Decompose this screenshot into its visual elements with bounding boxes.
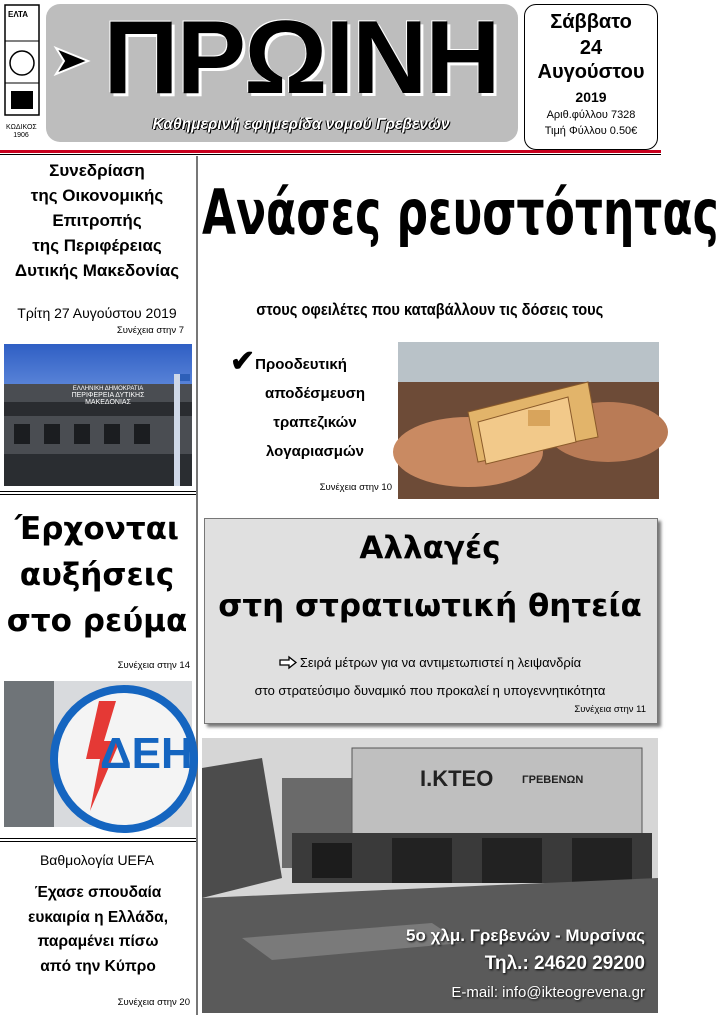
continued-page-7: Συνέχεια στην 7 (116, 325, 184, 336)
story-uefa-category: Βαθμολογία UEFA (39, 852, 155, 868)
army-body-line-1: Σειρά μέτρων για να αντιμετωπιστεί η λειψανδρία (204, 655, 656, 672)
building-sign: ΕΛΛΗΝΙΚΗ ΔΗΜΟΚΡΑΤΙΑ ΠΕΡΙΦΕΡΕΙΑ ΔΥΤΙΚΗΣ ΜΑΚΕΔΟΝΙΑΣ (71, 386, 145, 406)
kteo-email[interactable]: E-mail: info@ikteogrevena.gr (451, 984, 645, 1001)
masthead-black-rule (0, 154, 661, 155)
army-headline-line-2[interactable]: στη στρατιωτική θητεία (218, 588, 642, 624)
left-divider-2 (0, 838, 196, 839)
story-electricity-headline[interactable]: Έρχονται αυξήσεις στο ρεύμα (6, 511, 188, 639)
main-subheadline: στους οφειλέτες που καταβάλλουν τις δόσεις τους (256, 300, 604, 319)
code-label: ΚΩΔΙΚΟΣ 1906 (6, 124, 37, 139)
kteo-sign-city: ΓΡΕΒΕΝΩΝ (522, 774, 584, 786)
issue-number: Αριθ.φύλλου 7328 (546, 109, 636, 121)
newspaper-subtitle: Καθημερινή εφημερίδα νομού Γρεβενών (152, 116, 450, 133)
masthead-red-rule (0, 150, 661, 153)
left-divider-1b (0, 494, 196, 495)
kteo-sign-name: Ι.ΚΤΕΟ (420, 766, 494, 791)
newspaper-title: ΠΡΩΙΝΗ (103, 0, 499, 116)
column-divider (196, 156, 198, 1015)
main-bullet-block: ✔Προοδευτική αποδέσμευση τραπεζικών λογαριασμών (230, 345, 366, 460)
continued-page-14: Συνέχεια στην 14 (117, 660, 190, 671)
hollow-arrow-icon (279, 656, 297, 672)
kteo-address: 5ο χλμ. Γρεβενών - Μυρσίνας (406, 926, 645, 945)
left-divider-1 (0, 491, 196, 492)
date-box (524, 4, 658, 150)
date-year: 2019 (575, 89, 607, 105)
kteo-phone[interactable]: Τηλ.: 24620 29200 (484, 953, 645, 974)
story-uefa-headline[interactable]: Έχασε σπουδαία ευκαιρία η Ελλάδα, παραμένει πίσω από την Κύπρο (28, 884, 168, 975)
deh-logo-photo (4, 681, 192, 827)
date-month: Αυγούστου (537, 61, 645, 83)
issue-price: Τιμή Φύλλου 0.50€ (544, 125, 638, 137)
date-day: Σάββατο (550, 11, 632, 33)
continued-page-20: Συνέχεια στην 20 (117, 997, 190, 1008)
main-headline-container (202, 158, 719, 278)
checkmark-icon: ✔ (230, 345, 256, 378)
continued-page-11: Συνέχεια στην 11 (574, 704, 646, 715)
stamp-text: ΕΛΤΑ (8, 10, 29, 19)
main-headline[interactable]: Ανάσες ρευστότητας (202, 176, 719, 249)
story-regional-meeting-date: Τρίτη 27 Αυγούστου 2019 (17, 305, 177, 321)
army-body-line-2: στο στρατεύσιμο δυναμικό που προκαλεί η υπογεννητικότητα (254, 683, 606, 698)
continued-page-10: Συνέχεια στην 10 (319, 482, 392, 493)
left-divider-2b (0, 841, 196, 842)
money-exchange-photo (398, 342, 659, 499)
story-regional-meeting-headline[interactable]: Συνεδρίαση της Οικονομικής Επιτροπής της Περιφέρειας Δυτικής Μακεδονίας (14, 161, 180, 280)
date-day-number: 24 (579, 37, 603, 59)
deh-logo-text: ΔΕΗ (100, 729, 193, 778)
regional-building-photo (4, 344, 192, 486)
army-headline-line-1[interactable]: Αλλαγές (359, 530, 501, 566)
